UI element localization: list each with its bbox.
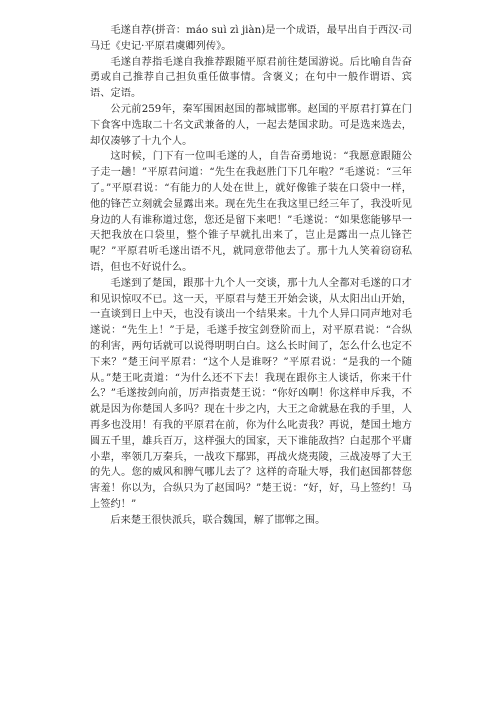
paragraph-conclusion: 后来楚王很快派兵，联合魏国，解了邯郸之围。: [110, 514, 326, 526]
paragraph-mao-sui-volunteers: 这时候，门下有一位叫毛遂的人，自告奋勇地说：“我愿意跟随公子走一趟！”平原君问道：“先生在我赵胜门下几年啦？”毛遂说：“三年了。”平原君说：“有能力的人处在世上，就好像锥子装在口袋中一样，他的锋芒立刻就会显露出来。现在先生在我这里已经三年了，我没听见身边的人有谁称道过您，您还是留下来吧！”毛遂说：“如果您能够早一天把我放在口袋里，整个锥子早就扎出来了，岂止是露出一点儿锋芒呢？”平原君听毛遂出语不凡，就同意带他去了。那十九人笑着窃窃私语，但也不好说什么。: [90, 151, 412, 273]
paragraph-historical-background: 公元前259年，秦军围困赵国的都城邯郸。赵国的平原君打算在门下食客中选取二十名文武兼备的人，一起去楚国求助。可是选来选去，却仅凑够了十九个人。: [90, 103, 412, 147]
article-body: [90, 23, 412, 529]
paragraph-idiom-meaning: 毛遂自荐指毛遂自我推荐跟随平原君前往楚国游说。后比喻自告奋勇或自己推荐自己担负重任做事情。含褒义；在句中一般作谓语、宾语、定语。: [90, 56, 412, 100]
paragraph-idiom-origin: 毛遂自荐(拼音：máo suì zì jiàn)是一个成语，最早出自于西汉·司马迁《史记·平原君虞卿列传》。: [90, 25, 412, 52]
paragraph-mao-sui-in-chu: 毛遂到了楚国，跟那十九个人一交谈，那十九人全都对毛遂的口才和见识惊叹不已。这一天，平原君与楚王开始会谈，从太阳出山开始，一直谈到日上中天，也没有谈出一个结果来。十九个人异口同声地对毛遂说：“先生上！”于是，毛遂手按宝剑登阶而上，对平原君说：“合纵的利害，两句话就可以说得明明白白。这么长时间了，怎么什么也定不下来？”楚王问平原君：“这个人是谁呀？”平原君说：“是我的一个随从。”楚王叱责道：“为什么还不下去！我现在跟你主人谈话，你来干什么？”毛遂按剑向前，厉声指责楚王说：“你好凶啊！你这样申斥我，不就是因为你楚国人多吗？现在十步之内，大王之命就悬在我的手里，人再多也没用！有我的平原君在前，你为什么叱责我？再说，楚国土地方圆五千里，雄兵百万，这样强大的国家，天下谁能敌挡？白起那个平庸小辈，率领几万秦兵，一战攻下鄢郢，再战火烧夷陵，三战凌辱了大王的先人。您的威风和脾气哪儿去了？这样的奇耻大辱，我们赵国都替您害羞！你以为，合纵只为了赵国吗？”楚王说：“好，好，马上签约！马上签约！”: [90, 277, 412, 510]
